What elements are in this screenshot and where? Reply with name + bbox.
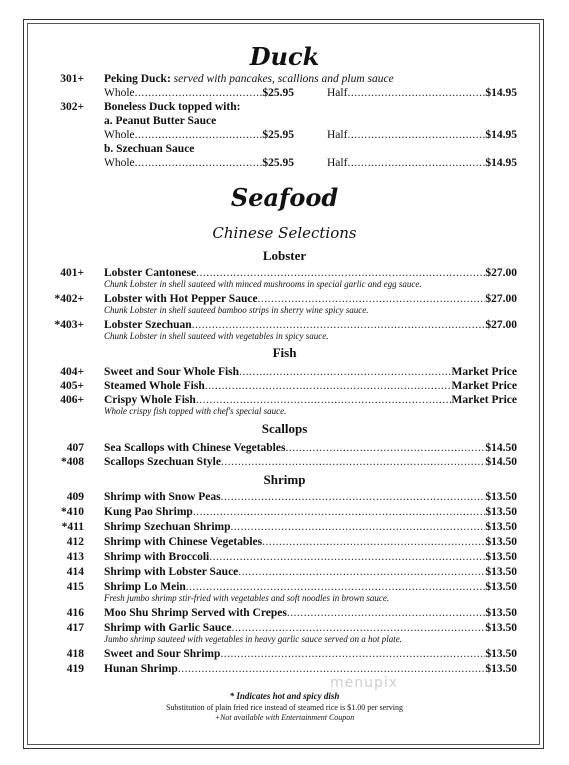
item-name: Shrimp Szechuan Shrimp xyxy=(104,521,231,533)
item-number: 405+ xyxy=(60,380,84,392)
menu-item-row xyxy=(104,490,517,504)
item-price: $13.50 xyxy=(485,648,517,660)
item-number: *408 xyxy=(61,456,84,468)
item-price: $13.50 xyxy=(485,566,517,578)
section-fish: Fish xyxy=(272,345,297,360)
szechuan-sauce-label: b. Szechuan Sauce xyxy=(104,143,195,155)
dot-leader xyxy=(193,505,486,519)
dot-leader xyxy=(239,365,452,379)
dot-leader xyxy=(285,441,485,455)
menu-item-row xyxy=(104,318,517,332)
dot-leader xyxy=(287,606,486,620)
szechuan-half-price: $14.95 xyxy=(485,157,517,169)
half-label: Half xyxy=(327,157,348,169)
item-number: *403+ xyxy=(54,319,84,331)
item-price: $13.50 xyxy=(485,607,517,619)
item-price: Market Price xyxy=(451,394,517,406)
half-label: Half xyxy=(327,129,348,141)
dot-leader xyxy=(231,621,485,635)
item-name: Lobster Szechuan xyxy=(104,319,192,331)
item-number: *411 xyxy=(61,521,84,533)
menu-item-row xyxy=(104,550,517,564)
item-price: $27.00 xyxy=(485,267,517,279)
item-number: 406+ xyxy=(60,394,84,406)
item-name: Sweet and Sour Whole Fish xyxy=(104,366,240,378)
seafood-heading: Seafood xyxy=(230,183,339,212)
dot-leader xyxy=(262,535,485,549)
peking-half-row xyxy=(327,86,517,100)
whole-label: Whole xyxy=(104,129,135,141)
szechuan-half-row xyxy=(327,156,517,170)
menu-item-row xyxy=(104,606,517,620)
dot-leader xyxy=(221,455,485,469)
peanut-half-price: $14.95 xyxy=(485,129,517,141)
item-name: Shrimp with Chinese Vegetables xyxy=(104,536,263,548)
dot-leader xyxy=(192,318,486,332)
menu-item-row xyxy=(104,535,517,549)
peanut-whole-price: $25.95 xyxy=(262,129,294,141)
szechuan-whole-row xyxy=(104,156,294,170)
item-number: *402+ xyxy=(54,293,84,305)
dot-leader xyxy=(209,550,485,564)
item-number: 419 xyxy=(66,663,84,675)
footnote-spicy: * Indicates hot and spicy dish xyxy=(229,691,340,701)
footnote-rice: Substitution of plain fried rice instead of steamed rice is $1.00 per serving xyxy=(165,703,404,712)
menu-item-row xyxy=(104,580,517,594)
item-price: $14.50 xyxy=(485,456,517,468)
dot-leader xyxy=(220,647,485,661)
item-description: Chunk Lobster in shell sauteed with minced mushrooms in special garlic and egg sauce. xyxy=(104,279,422,289)
item-description: Chunk Lobster in shell sauteed bamboo strips in sherry wine spicy sauce. xyxy=(104,305,369,315)
item-price: $13.50 xyxy=(485,622,517,634)
menu-item-row xyxy=(104,662,517,676)
dot-leader xyxy=(221,490,486,504)
whole-label: Whole xyxy=(104,157,135,169)
item-price: $13.50 xyxy=(485,581,517,593)
dot-leader xyxy=(186,580,486,594)
peanut-whole-row xyxy=(104,128,294,142)
menu-item-row xyxy=(104,647,517,661)
chinese-selections-heading: Chinese Selections xyxy=(212,224,357,242)
item-number: 409 xyxy=(66,491,84,503)
section-scallops: Scallops xyxy=(261,421,308,436)
item-name: Steamed Whole Fish xyxy=(104,380,205,392)
whole-label: Whole xyxy=(104,87,135,99)
duck-heading: Duck xyxy=(249,42,320,71)
item-name: Shrimp with Lobster Sauce xyxy=(104,566,239,578)
item-price: Market Price xyxy=(451,366,517,378)
menu-item-row xyxy=(104,393,517,407)
item-name: Shrimp with Broccoli xyxy=(104,551,210,563)
item-number: 418 xyxy=(66,648,84,660)
item-name: Moo Shu Shrimp Served with Crepes xyxy=(104,607,287,619)
menu-item-row xyxy=(104,379,517,393)
item-name: Shrimp with Snow Peas xyxy=(104,491,221,503)
peking-whole-price: $25.95 xyxy=(262,87,294,99)
item-description: Fresh jumbo shrimp stir-fried with vegetables and soft noodles in brown sauce. xyxy=(104,593,390,603)
peking-duck-desc: served with pancakes, scallions and plum sauce xyxy=(170,73,394,85)
peking-duck-name: Peking Duck: xyxy=(104,73,171,85)
dot-leader xyxy=(196,266,485,280)
peanut-half-row xyxy=(327,128,517,142)
item-number: 415 xyxy=(66,581,84,593)
item-price: $13.50 xyxy=(485,491,517,503)
boneless-duck-name: Boneless Duck topped with: xyxy=(104,101,241,113)
item-name: Shrimp with Garlic Sauce xyxy=(104,622,232,634)
item-name: Hunan Shrimp xyxy=(104,663,178,675)
item-number: 416 xyxy=(66,607,84,619)
peanut-sauce-label: a. Peanut Butter Sauce xyxy=(104,115,217,127)
dot-leader xyxy=(178,662,486,676)
peking-half-price: $14.95 xyxy=(485,87,517,99)
item-name: Scallops Szechuan Style xyxy=(104,456,221,468)
item-number: *410 xyxy=(61,506,84,518)
item-number: 412 xyxy=(66,536,84,548)
item-name: Lobster Cantonese xyxy=(104,267,197,279)
menu-item-row xyxy=(104,520,517,534)
item-description: Jumbo shrimp sauteed with vegetables in heavy garlic sauce served on a hot plate. xyxy=(104,634,402,644)
item-number: 401+ xyxy=(60,267,84,279)
item-price: $27.00 xyxy=(485,319,517,331)
item-price: $13.50 xyxy=(485,551,517,563)
half-label: Half xyxy=(327,87,348,99)
item-number: 414 xyxy=(66,566,84,578)
item-name: Kung Pao Shrimp xyxy=(104,506,193,518)
item-price: $27.00 xyxy=(485,293,517,305)
item-name: Lobster with Hot Pepper Sauce xyxy=(104,293,258,305)
item-name: Shrimp Lo Mein xyxy=(104,581,186,593)
dot-leader xyxy=(231,520,486,534)
item-price: $13.50 xyxy=(485,506,517,518)
menu-item-row xyxy=(104,441,517,455)
menu-item-row xyxy=(104,455,517,469)
item-number: 413 xyxy=(66,551,84,563)
item-number: 404+ xyxy=(60,366,84,378)
item-description: Chunk Lobster in shell sauteed with vegetables in spicy sauce. xyxy=(104,331,329,341)
peking-duck-title xyxy=(104,72,394,86)
menu-item-row xyxy=(104,266,517,280)
item-price: $13.50 xyxy=(485,521,517,533)
menu-item-row xyxy=(104,292,517,306)
menu-item-row xyxy=(104,565,517,579)
item-name: Crispy Whole Fish xyxy=(104,394,196,406)
item-number: 301+ xyxy=(60,73,84,85)
item-name: Sea Scallops with Chinese Vegetables xyxy=(104,442,286,454)
item-price: $13.50 xyxy=(485,536,517,548)
item-price: Market Price xyxy=(451,380,517,392)
dot-leader xyxy=(258,292,486,306)
dot-leader xyxy=(238,565,485,579)
item-number: 407 xyxy=(66,442,84,454)
szechuan-whole-price: $25.95 xyxy=(262,157,294,169)
item-price: $13.50 xyxy=(485,663,517,675)
dot-leader xyxy=(205,379,452,393)
item-number: 302+ xyxy=(60,101,84,113)
menu-item-row xyxy=(104,365,517,379)
dot-leader xyxy=(196,393,452,407)
menu-item-row xyxy=(104,621,517,635)
peking-whole-row xyxy=(104,86,294,100)
item-name: Sweet and Sour Shrimp xyxy=(104,648,221,660)
item-price: $14.50 xyxy=(485,442,517,454)
section-shrimp: Shrimp xyxy=(263,472,306,487)
section-lobster: Lobster xyxy=(262,248,307,263)
item-description: Whole crispy fish topped with chef's special sauce. xyxy=(104,406,287,416)
item-number: 417 xyxy=(66,622,84,634)
menu-item-row xyxy=(104,505,517,519)
watermark-logo: menupix xyxy=(330,675,399,691)
footnote-coupon: +Not available with Entertainment Coupon xyxy=(214,713,355,722)
